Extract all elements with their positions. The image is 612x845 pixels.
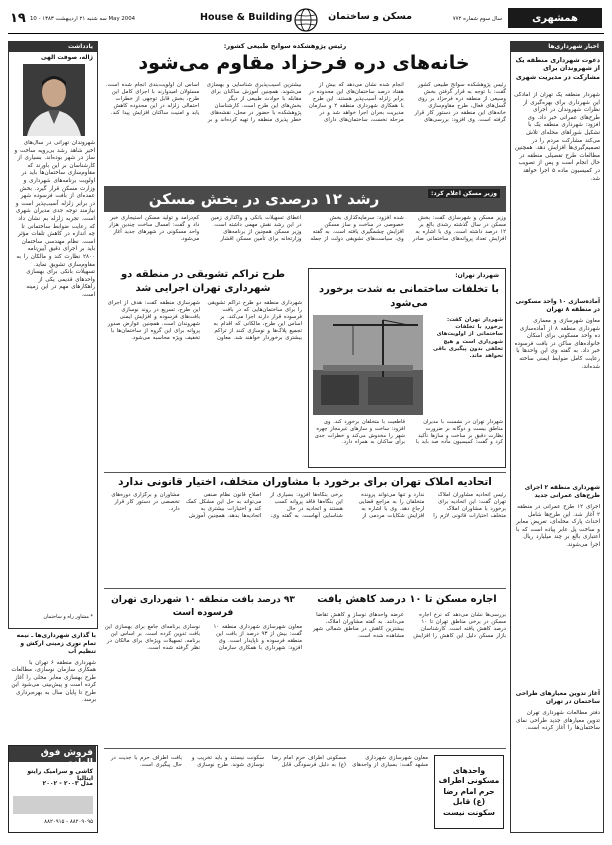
left-column	[8, 41, 98, 629]
growth-band	[104, 186, 506, 212]
rent-body: بررسی‌ها نشان می‌دهد که نرخ اجاره مسکن در برخی مناطق تهران تا ۱۰ درصد کاهش یافته است. کارشناسان بازار مسکن دلیل این کاهش را افزایش عرضه واحدهای نوساز و کاهش تقاضا می‌دانند. به گفته مشاوران املاک، بیشترین کاهش در مناطق شمالی شهر مشاهده شده است.	[313, 612, 506, 639]
mid-left-body: شهرداری منطقه دو طرح تراکم تشویقی را برای ساختمان‌هایی که در بافت فرسوده قرار دارند اجرا می‌کند. بر اساس این طرح، مالکانی که اقدام به تجمیع پلاک‌ها و نوسازی کنند از تراکم بیشتری برخوردار خواهند شد. معاون شهرسازی منطقه گفت: هدف از اجرای این طرح، تسریع در روند نوسازی بافت‌های فرسوده و افزایش ایمنی شهروندان است. همچنین عوارض صدور پروانه برای این گروه از ساختمان‌ها با تخفیف ویژه محاسبه می‌شود.	[107, 300, 302, 341]
left-column-body: شهروندان تهرانی در سال‌های اخیر شاهد رشد بی‌رویه ساخت و ساز در شهر بوده‌اند. بسیاری از کارشناسان بر این باورند که مقاوم‌سازی ساختمان‌ها باید در اولویت برنامه‌های شهرداری و وزارت مسکن قرار گیرد. بخش عمده‌ای از بافت فرسوده شهر در برابر زلزله آسیب‌پذیر است و نیازمند توجه جدی مدیران شهری است. تجربه زلزله بم نشان داد که رعایت ضوابط ساختمانی تا چه اندازه در کاهش تلفات مؤثر است. نظام مهندسی ساختمان باید بر اجرای دقیق آیین‌نامه ۲۸۰۰ نظارت کند و مالکان را به مقاوم‌سازی تشویق نماید. تسهیلات بانکی برای بهسازی واحدهای قدیمی یکی از راهکارهای مهم در این زمینه است.	[14, 140, 95, 298]
housing-box	[104, 748, 506, 834]
left-sub-article	[8, 632, 98, 740]
violations-article	[308, 268, 506, 468]
right-sub-headline-1: آماده‌سازی ۱۰ واحد مسکونی در منطقه ۸ تهران	[515, 298, 600, 313]
right-sub-body-3: دفتر مطالعات شهرداری تهران تدوین معیارهای جدید طراحی نمای ساختمان‌ها را آغاز کرده است.	[516, 710, 600, 732]
newspaper-logo: همشهری	[508, 8, 602, 28]
globe-icon	[294, 8, 318, 32]
mid-left-headline: طرح تراکم تشویقی در منطقه دو شهرداری تهران اجرایی شد	[120, 269, 286, 294]
page-number: ۱۹	[10, 11, 26, 26]
right-sub-headline-3: آغاز تدوین معیارهای طراحی ساختمان در تهران	[515, 690, 600, 705]
left-column-footnote: * مشاور راه و ساختمان	[43, 614, 93, 620]
main-headline: خانه‌های دره فرحزاد مقاوم می‌شود	[138, 52, 470, 74]
ad-title: فروش فوق العاده	[40, 748, 93, 768]
header-rule	[8, 33, 604, 34]
issue-line: سال سوم شماره ۷۷۲	[452, 16, 502, 22]
section-title-fa: مسکن و ساختمان	[328, 11, 412, 22]
construction-photo	[313, 315, 423, 415]
rent-headline: اجاره مسکن تا ۱۰ درصد کاهش یافت	[317, 594, 497, 605]
photo-kicker: شهردار تهران:	[455, 272, 499, 279]
union-body: رئیس اتحادیه مشاوران املاک تهران گفت: این اتحادیه برای برخورد با مشاوران املاک متخلف اختیارات قانونی لازم را ندارد و تنها می‌تواند پرونده متخلفان را به مراجع قضایی ارجاع دهد. وی با اشاره به افزایش شکایات مردمی از برخی بنگاه‌ها افزود: بسیاری از این بنگاه‌ها فاقد پروانه کسب هستند و اتحادیه در حال شناسایی آنهاست. به گفته وی، اصلاح قانون نظام صنفی می‌تواند به حل این مشکل کمک کند و اختیارات بیشتری به اتحادیه‌ها بدهد. همچنین آموزش مشاوران و برگزاری دوره‌های تخصصی در دستور کار قرار دارد.	[111, 492, 506, 519]
advertisement	[8, 745, 98, 833]
page-header	[0, 0, 612, 38]
photo-headline: با تخلفات ساختمانی به شدت برخورد می‌شود	[319, 284, 499, 309]
right-column	[510, 41, 604, 833]
author-photo	[23, 64, 85, 136]
union-rule	[104, 472, 506, 473]
band-kicker: وزیر مسکن اعلام کرد:	[428, 189, 500, 198]
right-body: شهردار منطقه یک تهران از آمادگی این شهرداری برای بهره‌گیری از نظرات شهروندان در اجرای طرح‌های عمرانی خبر داد. وی افزود: شهرداری منطقه یک با تشکیل شوراهای محله‌ای تلاش می‌کند مشارکت مردم را در تصمیم‌گیری‌ها افزایش دهد. همچنین مطالعات طرح تفصیلی منطقه در حال انجام است و پس از تصویب در کمیسیون ماده ۵ اجرا خواهد شد.	[514, 92, 600, 182]
main-kicker: رئیس پژوهشکده سوانح طبیعی کشور:	[223, 42, 347, 50]
ad-line-1: کاشی و سرامیک رایتو ایتالیا	[27, 768, 93, 782]
band-body: وزیر مسکن و شهرسازی گفت: بخش مسکن در سال گذشته رشدی بالغ بر ۱۲ درصد داشته است. وی با اشاره به افزایش تعداد پروانه‌های ساختمانی صادر شده افزود: سرمایه‌گذاری بخش خصوصی در ساخت و ساز مسکن افزایش چشمگیری یافته است. به گفته وی، سیاست‌های تشویقی دولت از جمله اعطای تسهیلات بانکی و واگذاری زمین در این رشد نقش مهمی داشته است. وزیر مسکن همچنین از برنامه‌های وزارتخانه برای تأمین مسکن اقشار کم‌درآمد و تولید مسکن استیجاری خبر داد و گفت: امسال ساخت چندین هزار واحد مسکونی در شهرهای جدید آغاز می‌شود.	[108, 215, 506, 242]
left-sub-body: شهرداری منطقه ۶ تهران با همکاری سازمان نوسازی، مطالعات طرح بهسازی معابر محلی را آغاز کرده است و پیش‌بینی می‌شود این طرح تا پایان سال به بهره‌برداری برسد.	[11, 660, 96, 704]
right-sub-body-1: معاون شهرسازی و معماری شهرداری منطقه ۸ از آماده‌سازی ده واحد مسکونی برای اسکان خانواده‌های ساکن در بافت فرسوده خبر داد. به گفته وی این واحدها با رعایت کامل ضوابط ایمنی ساخته شده‌اند.	[514, 318, 600, 370]
decline-body: معاون شهرسازی شهرداری منطقه ۱۰ گفت: بیش از ۹۳ درصد از بافت این منطقه فرسوده و ناپایدار است. وی افزود: شهرداری با همکاری سازمان نوسازی برنامه‌ای جامع برای بهسازی این بافت تدوین کرده است. بر اساس این برنامه، تسهیلات ویژه‌ای برای مالکان در نظر گرفته شده است.	[104, 624, 302, 651]
main-body-top: رئیس پژوهشکده سوانح طبیعی کشور گفت: با توجه به قرار گرفتن بخش وسیعی از منطقه دره فرحزاد بر روی گسل‌های فعال، طرح مقاوم‌سازی خانه‌های این منطقه در دستور کار قرار گرفته است. وی افزود: بررسی‌های انجام شده نشان می‌دهد که بیش از هفتاد درصد ساختمان‌های این محدوده در برابر زلزله آسیب‌پذیر هستند. این طرح با همکاری شهرداری منطقه ۲ و سازمان مدیریت بحران اجرا خواهد شد و در مرحله نخست، ساختمان‌های دارای بیشترین آسیب‌پذیری شناسایی و بهسازی می‌شوند. همچنین آموزش ساکنان برای مقابله با حوادث طبیعی از دیگر بخش‌های این طرح است. کارشناسان پژوهشکده با حضور در محل، نقشه‌های خطر پذیری منطقه را تهیه کرده‌اند و بر اساس آن اولویت‌بندی انجام شده است. مسئولان امیدوارند با اجرای کامل این طرح، بخش قابل توجهی از خطرات احتمالی زلزله در این محدوده کاهش یابد و امنیت ساکنان افزایش پیدا کند.	[105, 82, 506, 123]
right-sub-body-2: اجرای ۱۲ طرح عمرانی در منطقه ۲ آغاز شد. این طرح‌ها شامل احداث پارک محله‌ای، تعریض معابر و ساخت پل عابر پیاده است که با اعتباری بالغ بر چند میلیارد ریال اجرا می‌شوند.	[516, 504, 600, 548]
union-headline: اتحادیه املاک تهران برای برخورد با مشاوران متخلف، اختیار قانونی ندارد	[118, 476, 492, 488]
ad-line-2: مدل ۲۰۰۳ - ۲۰۰۲	[42, 780, 93, 787]
ad-phone: ۸۸۲۰۹۰۹۵ - ۸۸۲۰۹۱۵	[44, 819, 93, 825]
right-column-header: اخبار شهرداری‌ها	[511, 42, 603, 52]
photo-body: شهردار تهران در نشست با مدیران مناطق بیست و دوگانه بر ضرورت نظارت دقیق بر ساخت و سازها تأکید کرد و گفت: کمیسیون ماده صد باید با قاطعیت با متخلفان برخورد کند. وی افزود: ساخت و سازهای غیرمجاز چهره شهر را مخدوش می‌کند و خطرات جدی برای ساکنان به همراه دارد.	[314, 419, 503, 446]
author-name: ژاله، صوفت الهی	[40, 54, 93, 61]
bottom-rule	[104, 588, 506, 589]
housing-title-box	[434, 755, 504, 829]
housing-title: واحدهای مسکونی اطراف حرم امام رضا (ع) قابل سکونت نیست	[438, 765, 500, 817]
housing-body: معاون شهرسازی شهرداری مشهد گفت: بسیاری از واحدهای مسکونی اطراف حرم امام رضا (ع) به دلیل فرسودگی قابل سکونت نیستند و باید تخریب و نوسازی شوند. طرح نوسازی بافت اطراف حرم با جدیت در حال پیگیری است.	[110, 755, 428, 768]
section-title-en: House & Building	[200, 12, 293, 23]
band-headline: رشد ۱۲ درصدی در بخش مسکن	[148, 190, 380, 208]
right-headline: دعوت شهرداری منطقه یک از شهروندان برای مشارکت در مدیریت شهری	[515, 56, 600, 81]
decline-headline: ۹۳ درصد بافت منطقه ۱۰ شهرداری تهران فرسوده است	[111, 595, 295, 618]
right-sub-headline-2: شهرداری منطقه ۲ اجرای طرح‌های عمرانی جدید	[524, 484, 600, 499]
left-sub-headline: با گذاری شهرداری‌ها ـ نیمه تمام نوری زمینی ارکش و تنظیم آب	[16, 632, 96, 655]
date-line: سه شنبه ۲۱ اردیبهشت ۱۳۸۳ - 10 May 2004	[30, 16, 136, 22]
photo-caption: شهردار تهران گفت: برخورد با تخلفات ساختمانی از اولویت‌های شهرداری است و هیچ تخلفی بدون پیگیری باقی نخواهد ماند.	[432, 317, 503, 360]
left-column-header: یادداشت	[9, 42, 97, 52]
